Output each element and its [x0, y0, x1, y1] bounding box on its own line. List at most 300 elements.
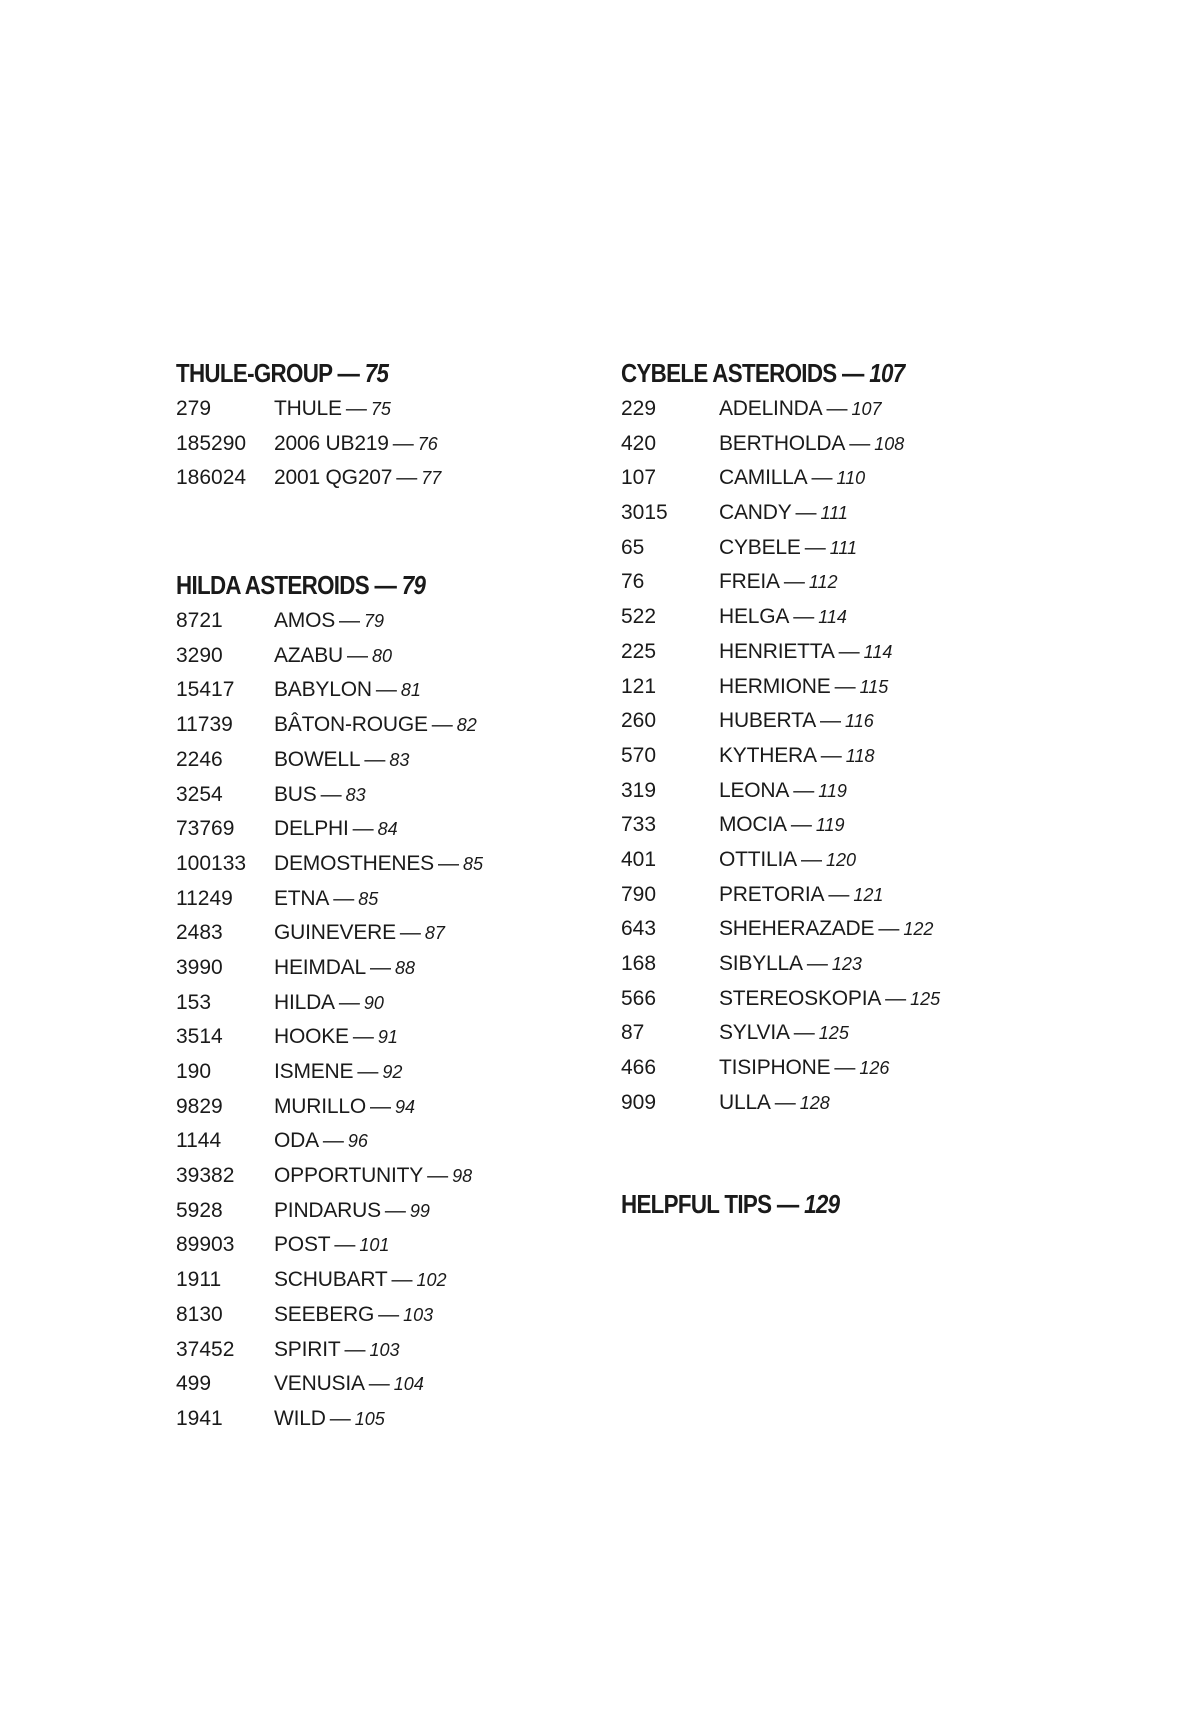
toc-entry[interactable]	[176, 1124, 576, 1159]
asteroid-name: KYTHERA	[719, 743, 817, 767]
asteroid-number: 87	[621, 1021, 645, 1045]
entry-page-number: 116	[845, 711, 874, 732]
toc-entry[interactable]	[621, 461, 1021, 496]
entry-label	[274, 778, 366, 813]
toc-entry[interactable]	[621, 808, 1021, 843]
toc-entry[interactable]	[621, 427, 1021, 462]
toc-entry[interactable]	[621, 392, 1021, 427]
asteroid-number: 3254	[176, 782, 223, 806]
section-page-number: 79	[401, 570, 426, 601]
toc-entry[interactable]	[176, 812, 576, 847]
entry-page-number: 108	[874, 433, 905, 454]
entry-dash: —	[878, 917, 900, 941]
entry-dash: —	[347, 643, 369, 667]
entry-page-number: 128	[799, 1092, 830, 1113]
entry-dash: —	[438, 851, 459, 875]
entry-dash: —	[834, 1056, 856, 1080]
asteroid-name: ODA	[274, 1129, 319, 1153]
toc-entry[interactable]	[176, 1402, 576, 1437]
asteroid-number: 76	[621, 570, 645, 594]
asteroid-name: POST	[274, 1233, 331, 1257]
asteroid-number: 3015	[621, 501, 668, 525]
toc-entry[interactable]	[621, 739, 1021, 774]
asteroid-number: 229	[621, 397, 657, 420]
entry-label	[274, 951, 415, 986]
asteroid-number: 3290	[176, 643, 223, 667]
asteroid-name: VENUSIA	[274, 1372, 365, 1396]
asteroid-name: HUBERTA	[719, 709, 817, 733]
asteroid-number: 65	[621, 535, 645, 559]
entry-page-number: 122	[903, 919, 934, 940]
entry-label	[274, 604, 384, 639]
entry-dash: —	[783, 570, 805, 594]
toc-entry[interactable]	[621, 878, 1021, 913]
section-thule-group	[176, 356, 576, 496]
entry-label	[274, 1402, 385, 1437]
asteroid-number: 39382	[176, 1164, 235, 1188]
entry-label	[719, 1016, 849, 1051]
entry-dash: —	[820, 709, 842, 733]
asteroid-name: HELGA	[719, 605, 790, 629]
asteroid-number: 100133	[176, 851, 247, 875]
asteroid-number: 9829	[176, 1094, 223, 1118]
entry-label	[719, 635, 892, 670]
entry-page-number: 81	[400, 680, 421, 701]
entry-dash: —	[384, 1198, 406, 1222]
entry-page-number: 119	[818, 780, 847, 801]
entry-label	[274, 882, 378, 917]
entry-label	[274, 1159, 472, 1194]
entry-label	[274, 1228, 389, 1263]
toc-entry[interactable]	[176, 639, 576, 674]
entry-label	[274, 461, 441, 496]
entry-page-number: 103	[403, 1304, 434, 1325]
entry-label	[719, 1051, 889, 1086]
toc-entry[interactable]	[621, 843, 1021, 878]
toc-entry[interactable]	[621, 635, 1021, 670]
entry-label	[719, 982, 940, 1017]
asteroid-number: 168	[621, 952, 657, 975]
entry-page-number: 90	[363, 992, 384, 1013]
entry-page-number: 83	[345, 784, 366, 805]
entry-label	[274, 986, 384, 1021]
asteroid-number: 733	[621, 813, 657, 837]
asteroid-number: 15417	[176, 678, 235, 702]
asteroid-number: 1144	[176, 1129, 222, 1153]
asteroid-number: 225	[621, 639, 657, 663]
title-dash: —	[776, 1189, 799, 1220]
asteroid-name: SEEBERG	[274, 1302, 375, 1326]
entry-dash: —	[344, 1337, 366, 1361]
entry-dash: —	[334, 1233, 356, 1257]
entry-page-number: 104	[393, 1374, 424, 1395]
toc-entry[interactable]	[176, 1298, 576, 1333]
section-title-text: HELPFUL TIPS	[621, 1189, 772, 1220]
toc-entry[interactable]	[621, 496, 1021, 531]
asteroid-number: 420	[621, 431, 657, 455]
asteroid-number: 466	[621, 1056, 657, 1080]
entry-page-number: 126	[859, 1058, 890, 1079]
entry-label	[274, 673, 421, 708]
entry-label	[719, 531, 857, 566]
section-page-number: 75	[364, 358, 389, 388]
asteroid-number: 5928	[176, 1198, 223, 1222]
entry-label	[274, 916, 445, 951]
asteroid-number: 522	[621, 605, 657, 629]
asteroid-number: 2483	[176, 921, 223, 945]
toc-entry[interactable]	[176, 1020, 576, 1055]
entry-dash: —	[378, 1302, 400, 1326]
entry-label	[274, 1124, 368, 1159]
entry-label	[274, 1367, 424, 1402]
section-title-text: THULE-GROUP	[176, 358, 332, 388]
entry-dash: —	[399, 921, 421, 945]
asteroid-name: BOWELL	[274, 747, 361, 771]
entry-label	[719, 704, 874, 739]
entry-dash: —	[828, 882, 850, 906]
entry-page-number: 111	[820, 503, 848, 524]
section-title-text: HILDA ASTEROIDS	[176, 570, 370, 601]
entry-label	[719, 496, 848, 531]
asteroid-name: BUS	[274, 782, 317, 806]
entry-page-number: 123	[831, 954, 862, 974]
entry-page-number: 92	[382, 1062, 403, 1082]
entry-label	[719, 461, 865, 496]
asteroid-name: ADELINDA	[719, 397, 823, 420]
asteroid-name: AMOS	[274, 609, 336, 633]
toc-entry[interactable]	[176, 1367, 576, 1402]
toc-entry[interactable]	[621, 1086, 1021, 1121]
section-title[interactable]	[176, 568, 520, 602]
entry-label	[274, 1020, 398, 1055]
toc-entry[interactable]	[621, 704, 1021, 739]
entry-dash: —	[826, 397, 848, 420]
toc-entry[interactable]	[621, 565, 1021, 600]
asteroid-number: 279	[176, 397, 212, 420]
entry-page-number: 110	[836, 468, 866, 489]
entry-dash: —	[392, 431, 414, 455]
right-column	[621, 356, 1021, 1223]
asteroid-number: 37452	[176, 1337, 235, 1361]
entry-page-number: 121	[853, 884, 884, 905]
entry-dash: —	[800, 847, 822, 871]
asteroid-number: 107	[621, 466, 657, 490]
entry-dash: —	[820, 743, 842, 767]
entry-dash: —	[795, 501, 817, 525]
entry-label	[719, 878, 883, 913]
entry-dash: —	[333, 886, 355, 910]
entry-page-number: 118	[845, 745, 875, 766]
section-title-text: CYBELE ASTEROIDS	[621, 358, 837, 388]
entry-dash: —	[431, 713, 453, 737]
asteroid-name: CANDY	[719, 501, 792, 525]
toc-entry[interactable]	[176, 673, 576, 708]
entry-page-number: 125	[910, 988, 941, 1009]
asteroid-name: DEMOSTHENES	[274, 851, 434, 875]
asteroid-name: DELPHI	[274, 817, 349, 841]
entry-dash: —	[806, 952, 828, 975]
asteroid-name: BERTHOLDA	[719, 431, 846, 455]
section-helpful-tips	[621, 1187, 1021, 1221]
asteroid-name: SYLVIA	[719, 1021, 790, 1045]
toc-entry[interactable]	[176, 778, 576, 813]
asteroid-name: OPPORTUNITY	[274, 1164, 424, 1188]
entry-page-number: 87	[424, 923, 445, 944]
asteroid-number: 3990	[176, 955, 223, 979]
asteroid-name: HOOKE	[274, 1025, 349, 1049]
entry-page-number: 107	[851, 399, 882, 419]
asteroid-name: ISMENE	[274, 1060, 354, 1083]
entry-page-number: 98	[452, 1166, 473, 1187]
asteroid-number: 11739	[176, 713, 233, 737]
entry-label	[274, 1263, 447, 1298]
entry-dash: —	[885, 986, 907, 1010]
entry-label	[274, 743, 409, 778]
section-page-number: 129	[804, 1189, 840, 1220]
section-title[interactable]	[176, 356, 520, 390]
entry-dash: —	[369, 955, 391, 979]
entry-dash: —	[368, 1372, 390, 1396]
entry-dash: —	[320, 782, 342, 806]
entry-label	[719, 739, 875, 774]
asteroid-name: THULE	[274, 397, 342, 420]
asteroid-name: HERMIONE	[719, 674, 831, 698]
entry-dash: —	[391, 1268, 413, 1292]
entry-label	[274, 1090, 415, 1125]
section-title[interactable]	[621, 1187, 965, 1221]
entry-label	[274, 708, 477, 743]
asteroid-number: 2246	[176, 747, 223, 771]
section-hilda-asteroids	[176, 568, 576, 1437]
entry-label	[719, 392, 881, 427]
asteroid-number: 3514	[176, 1025, 223, 1049]
entry-label	[274, 639, 392, 674]
entry-label	[274, 812, 398, 847]
entry-dash: —	[793, 778, 815, 802]
section-spacer	[176, 496, 576, 568]
asteroid-name: STEREOSKOPIA	[719, 986, 882, 1010]
entry-dash: —	[339, 609, 361, 633]
entry-page-number: 101	[359, 1235, 390, 1256]
toc-entry[interactable]	[176, 1055, 576, 1090]
toc-entry[interactable]	[176, 1228, 576, 1263]
toc-entry[interactable]	[176, 1194, 576, 1229]
entry-page-number: 105	[354, 1408, 385, 1429]
toc-entry[interactable]	[176, 986, 576, 1021]
entry-dash: —	[322, 1129, 344, 1153]
asteroid-number: 153	[176, 990, 212, 1014]
entry-dash: —	[364, 747, 386, 771]
entry-page-number: 102	[416, 1270, 447, 1291]
entry-label	[274, 1298, 433, 1333]
asteroid-number: 570	[621, 743, 657, 767]
entry-dash: —	[357, 1060, 379, 1083]
asteroid-name: SHEHERAZADE	[719, 917, 875, 941]
toc-entry[interactable]	[176, 951, 576, 986]
entry-label	[274, 1055, 402, 1090]
entry-page-number: 77	[421, 468, 442, 489]
entry-dash: —	[811, 466, 833, 490]
entry-dash: —	[793, 605, 815, 629]
entry-label	[719, 947, 862, 982]
entry-page-number: 75	[370, 399, 391, 419]
asteroid-name: GUINEVERE	[274, 921, 396, 945]
asteroid-name: SIBYLLA	[719, 952, 803, 975]
asteroid-number: 1911	[176, 1268, 222, 1292]
toc-entry[interactable]	[176, 604, 576, 639]
asteroid-name: AZABU	[274, 643, 344, 667]
asteroid-number: 260	[621, 709, 657, 733]
asteroid-number: 11249	[176, 886, 233, 910]
asteroid-number: 401	[621, 847, 657, 871]
asteroid-name: BABYLON	[274, 678, 372, 702]
toc-entry[interactable]	[176, 1333, 576, 1368]
entry-page-number: 99	[409, 1200, 430, 1221]
asteroid-number: 909	[621, 1090, 657, 1114]
entry-dash: —	[790, 813, 812, 837]
asteroid-number: 319	[621, 778, 657, 802]
asteroid-name: SCHUBART	[274, 1268, 388, 1292]
toc-entry[interactable]	[176, 427, 576, 462]
asteroid-number: 190	[176, 1060, 212, 1083]
entry-label	[274, 847, 483, 882]
entry-dash: —	[793, 1021, 815, 1045]
toc-entry[interactable]	[176, 916, 576, 951]
toc-entry[interactable]	[176, 461, 576, 496]
entry-label	[719, 427, 904, 462]
entry-page-number: 125	[818, 1023, 849, 1044]
asteroid-name: TISIPHONE	[719, 1056, 831, 1080]
entry-dash: —	[338, 990, 360, 1014]
entry-label	[274, 427, 438, 462]
asteroid-name: LEONA	[719, 778, 790, 802]
toc-entry[interactable]	[621, 531, 1021, 566]
entry-label	[719, 1086, 830, 1121]
asteroid-number: 8721	[176, 609, 223, 633]
asteroid-name: PINDARUS	[274, 1198, 381, 1222]
entry-dash: —	[345, 397, 367, 420]
toc-entry[interactable]	[176, 1159, 576, 1194]
toc-entry[interactable]	[621, 947, 1021, 982]
toc-entry[interactable]	[621, 600, 1021, 635]
asteroid-name: CYBELE	[719, 535, 801, 559]
entry-dash: —	[329, 1406, 351, 1430]
asteroid-name: HENRIETTA	[719, 639, 835, 663]
toc-entry[interactable]	[621, 982, 1021, 1017]
entry-label	[719, 600, 847, 635]
entry-page-number: 85	[463, 853, 484, 874]
asteroid-number: 121	[621, 674, 657, 698]
entry-label	[274, 392, 391, 427]
entry-dash: —	[427, 1164, 449, 1188]
toc-entry[interactable]	[176, 882, 576, 917]
entry-page-number: 80	[372, 645, 393, 666]
asteroid-name: MURILLO	[274, 1094, 366, 1118]
asteroid-name: 2001 QG207	[274, 466, 393, 490]
entry-page-number: 83	[389, 749, 410, 770]
entry-page-number: 112	[808, 572, 838, 593]
entry-label	[719, 565, 838, 600]
section-spacer	[621, 1120, 1021, 1187]
entry-dash: —	[774, 1090, 796, 1114]
entry-page-number: 85	[358, 888, 379, 909]
asteroid-name: 2006 UB219	[274, 431, 389, 455]
toc-entry[interactable]	[176, 708, 576, 743]
asteroid-name: FREIA	[719, 570, 780, 594]
entry-dash: —	[834, 674, 856, 698]
asteroid-number: 1941	[176, 1406, 223, 1430]
asteroid-number: 73769	[176, 817, 235, 841]
entry-page-number: 115	[859, 676, 889, 697]
toc-entry[interactable]	[176, 1263, 576, 1298]
entry-page-number: 119	[815, 815, 845, 836]
asteroid-name: CAMILLA	[719, 466, 808, 490]
entry-dash: —	[352, 817, 374, 841]
entry-dash: —	[375, 678, 397, 702]
entry-page-number: 96	[347, 1131, 368, 1152]
title-dash: —	[842, 358, 864, 388]
entry-page-number: 120	[825, 849, 856, 870]
entry-page-number: 114	[818, 607, 847, 628]
asteroid-name: PRETORIA	[719, 882, 825, 906]
entry-label	[719, 843, 856, 878]
toc-entry[interactable]	[621, 1016, 1021, 1051]
entry-label	[719, 774, 847, 809]
toc-entry[interactable]	[176, 392, 576, 427]
entry-dash: —	[849, 431, 871, 455]
entry-page-number: 82	[456, 715, 477, 736]
asteroid-name: WILD	[274, 1406, 326, 1430]
section-cybele-asteroids	[621, 356, 1021, 1120]
entry-dash: —	[352, 1025, 374, 1049]
entry-dash: —	[396, 466, 418, 490]
entry-page-number: 84	[377, 819, 398, 840]
entry-dash: —	[838, 639, 860, 663]
section-title[interactable]	[621, 356, 965, 390]
asteroid-number: 790	[621, 882, 657, 906]
asteroid-number: 499	[176, 1372, 212, 1396]
asteroid-name: HILDA	[274, 990, 335, 1014]
title-dash: —	[374, 570, 397, 601]
entry-dash: —	[804, 535, 826, 559]
asteroid-number: 8130	[176, 1302, 223, 1326]
toc-entry[interactable]	[621, 1051, 1021, 1086]
entry-page-number: 103	[369, 1339, 400, 1360]
toc-entry[interactable]	[176, 847, 576, 882]
entry-page-number: 111	[829, 537, 858, 558]
toc-entry[interactable]	[621, 670, 1021, 705]
entry-dash: —	[369, 1094, 391, 1118]
toc-entry[interactable]	[621, 774, 1021, 809]
asteroid-name: SPIRIT	[274, 1337, 341, 1361]
asteroid-name: OTTILIA	[719, 847, 797, 871]
entry-label	[274, 1333, 400, 1368]
toc-entry[interactable]	[176, 743, 576, 778]
asteroid-name: ULLA	[719, 1090, 771, 1114]
section-page-number: 107	[869, 358, 905, 388]
title-dash: —	[337, 358, 360, 388]
entry-page-number: 76	[417, 433, 438, 454]
entry-label	[274, 1194, 430, 1229]
toc-entry[interactable]	[176, 1090, 576, 1125]
asteroid-number: 643	[621, 917, 657, 941]
entry-page-number: 114	[863, 641, 893, 662]
left-column	[176, 356, 576, 1437]
entry-label	[719, 912, 933, 947]
toc-entry[interactable]	[621, 912, 1021, 947]
entry-label	[719, 808, 845, 843]
asteroid-number: 186024	[176, 466, 247, 490]
